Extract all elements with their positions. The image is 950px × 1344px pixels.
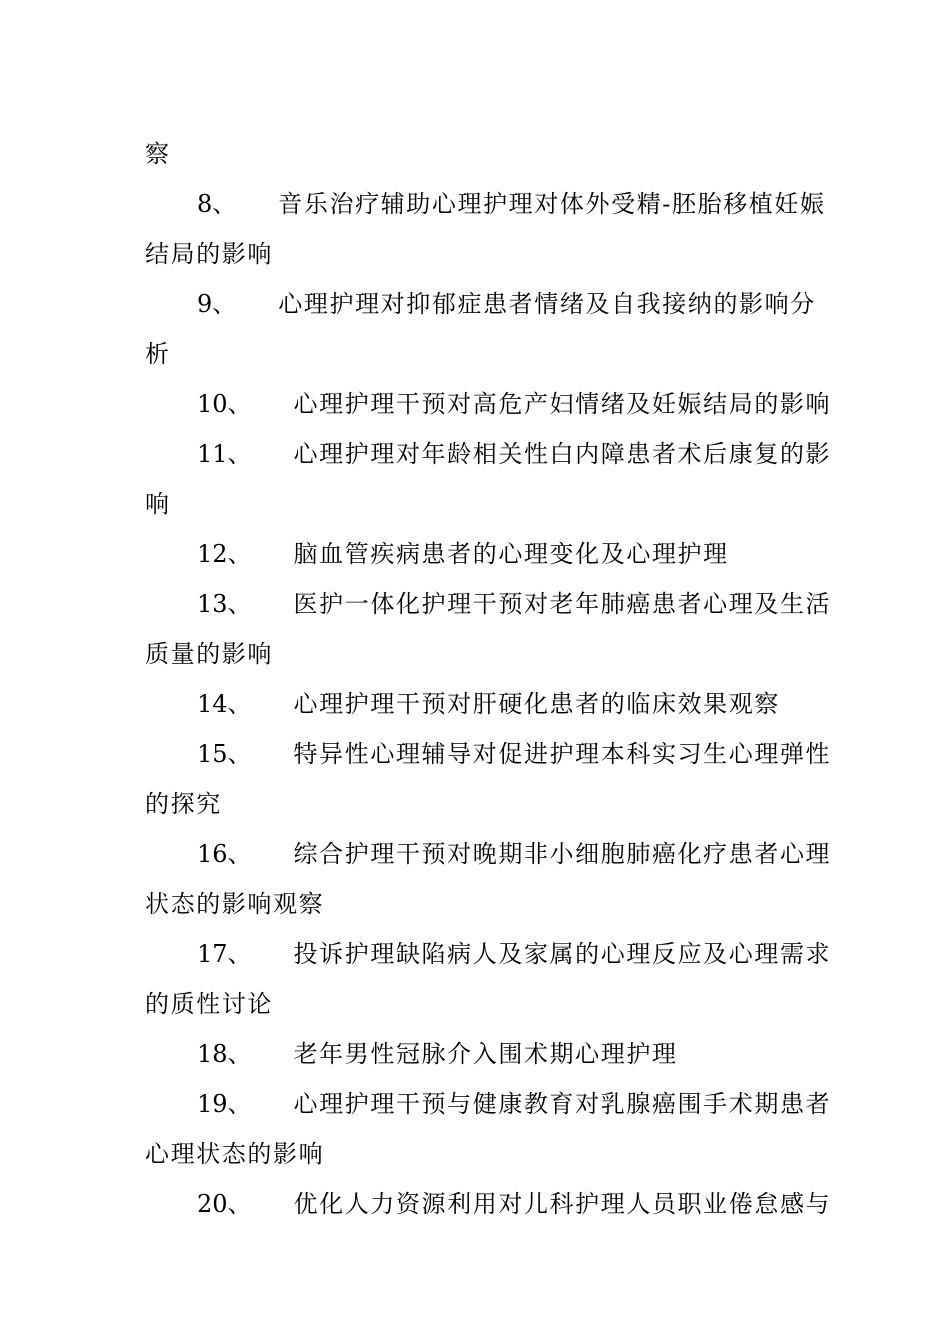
line-text: 的质性讨论 xyxy=(145,990,273,1018)
text-line xyxy=(145,129,805,179)
list-item xyxy=(145,1179,832,1229)
line-text: 心理状态的影响 xyxy=(145,1140,325,1168)
text-line xyxy=(145,229,805,279)
item-text: 脑血管疾病患者的心理变化及心理护理 xyxy=(293,540,729,568)
item-number: 12、 xyxy=(197,540,252,568)
line-text: 析 xyxy=(145,340,171,368)
text-line xyxy=(145,629,805,679)
item-number: 8、 xyxy=(197,190,237,218)
line-text: 质量的影响 xyxy=(145,640,273,668)
line-text: 察 xyxy=(145,140,171,168)
list-item xyxy=(145,729,832,779)
line-text: 响 xyxy=(145,490,171,518)
text-line xyxy=(145,879,805,929)
item-text: 心理护理干预对肝硬化患者的临床效果观察 xyxy=(293,690,780,718)
item-number: 9、 xyxy=(197,290,237,318)
list-item xyxy=(145,279,816,329)
item-text: 投诉护理缺陷病人及家属的心理反应及心理需求 xyxy=(293,940,832,968)
list-item xyxy=(145,529,805,579)
line-text: 状态的影响观察 xyxy=(145,890,325,918)
text-line xyxy=(145,329,805,379)
list-item xyxy=(145,829,832,879)
list-item xyxy=(145,579,832,629)
text-line xyxy=(145,779,805,829)
list-item xyxy=(145,929,832,979)
item-text: 心理护理干预与健康教育对乳腺癌围手术期患者 xyxy=(293,1090,832,1118)
line-text: 结局的影响 xyxy=(145,240,273,268)
line-text: 的探究 xyxy=(145,790,222,818)
item-number: 13、 xyxy=(197,590,252,618)
item-number: 14、 xyxy=(197,690,252,718)
item-number: 18、 xyxy=(197,1040,252,1068)
item-text: 老年男性冠脉介入围术期心理护理 xyxy=(293,1040,678,1068)
list-item xyxy=(145,1029,805,1079)
text-line xyxy=(145,1129,805,1179)
item-text: 特异性心理辅导对促进护理本科实习生心理弹性 xyxy=(293,740,832,768)
text-line xyxy=(145,979,805,1029)
list-item xyxy=(145,679,805,729)
list-item xyxy=(145,429,832,479)
item-text: 心理护理对年龄相关性白内障患者术后康复的影 xyxy=(293,440,832,468)
item-text: 优化人力资源利用对儿科护理人员职业倦怠感与 xyxy=(293,1190,832,1218)
item-text: 音乐治疗辅助心理护理对体外受精-胚胎移植妊娠 xyxy=(278,190,826,218)
list-item xyxy=(145,179,826,229)
list-item xyxy=(145,1079,832,1129)
item-text: 医护一体化护理干预对老年肺癌患者心理及生活 xyxy=(293,590,832,618)
item-number: 20、 xyxy=(197,1190,252,1218)
item-number: 16、 xyxy=(197,840,252,868)
item-number: 15、 xyxy=(197,740,252,768)
document-body xyxy=(145,129,832,1229)
item-text: 心理护理对抑郁症患者情绪及自我接纳的影响分 xyxy=(278,290,816,318)
item-number: 10、 xyxy=(197,390,252,418)
list-item xyxy=(145,379,832,429)
item-text: 心理护理干预对高危产妇情绪及妊娠结局的影响 xyxy=(293,390,832,418)
item-number: 19、 xyxy=(197,1090,252,1118)
item-number: 17、 xyxy=(197,940,252,968)
text-line xyxy=(145,479,805,529)
item-text: 综合护理干预对晚期非小细胞肺癌化疗患者心理 xyxy=(293,840,832,868)
item-number: 11、 xyxy=(197,440,252,468)
